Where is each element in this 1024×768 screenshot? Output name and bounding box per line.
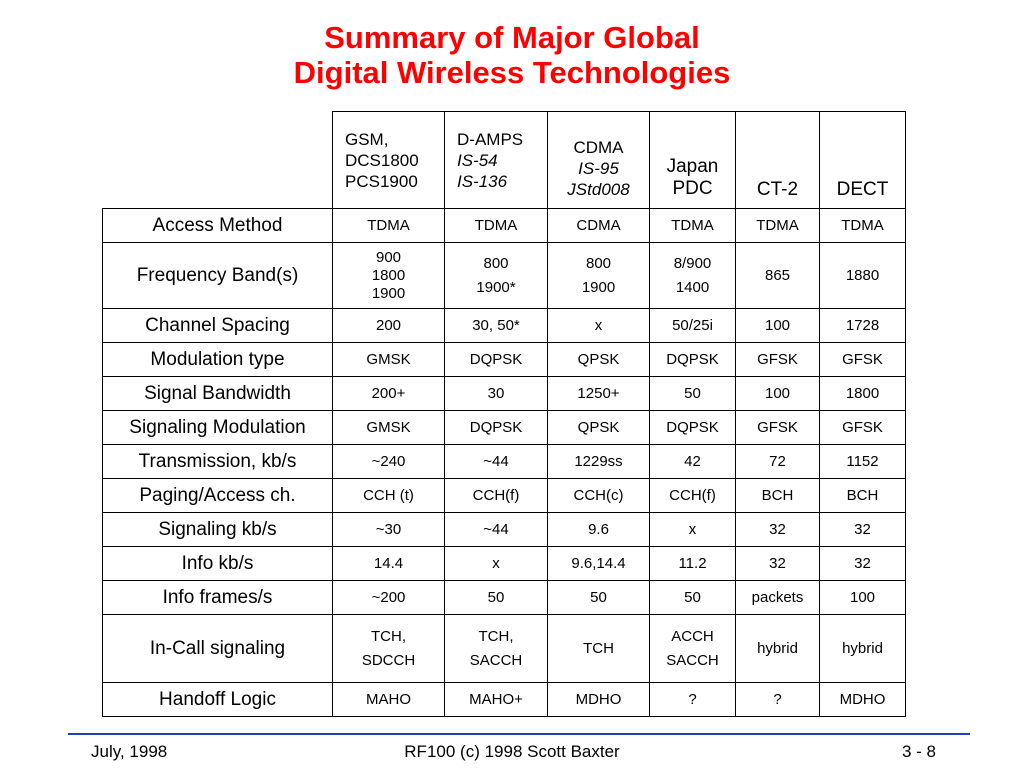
cell-line: 9.6,14.4 <box>571 554 626 572</box>
cell-line: DQPSK <box>666 418 719 436</box>
cell-line: SDCCH <box>361 651 416 669</box>
row-label: Transmission, kb/s <box>103 445 333 479</box>
cell-line: ~240 <box>371 452 406 470</box>
row-label: Signaling Modulation <box>103 411 333 445</box>
table-cell <box>548 683 650 717</box>
table-cell <box>736 445 820 479</box>
table-row <box>103 479 906 513</box>
cell-line: 72 <box>769 452 786 470</box>
cell-line: GMSK <box>366 418 411 436</box>
cell-line: TCH <box>583 639 614 657</box>
table-cell <box>736 377 820 411</box>
cell-line: 100 <box>849 588 876 606</box>
row-label: Handoff Logic <box>103 683 333 717</box>
table-cell <box>736 209 820 243</box>
table-cell <box>820 513 906 547</box>
table-row <box>103 243 906 309</box>
row-label: In-Call signaling <box>103 615 333 683</box>
footer-course: RF100 (c) 1998 Scott Baxter <box>404 742 620 761</box>
table-cell <box>650 309 736 343</box>
table-cell <box>650 479 736 513</box>
slide-title-line-1: Summary of Major Global <box>324 20 700 55</box>
cell-line: 800 <box>483 254 509 272</box>
table-cell <box>333 547 445 581</box>
table-cell <box>820 445 906 479</box>
table-cell <box>445 243 548 309</box>
table-cell <box>333 445 445 479</box>
cell-line: MDHO <box>575 690 622 708</box>
cell-line: CCH(c) <box>573 486 624 504</box>
column-header-dect: DECT <box>820 112 906 209</box>
table-row <box>103 343 906 377</box>
table-cell <box>736 479 820 513</box>
cell-line: 1800 <box>371 266 406 284</box>
table-cell <box>820 209 906 243</box>
cell-line: 50 <box>684 588 701 606</box>
row-label: Modulation type <box>103 343 333 377</box>
column-header-ct2: CT-2 <box>736 112 820 209</box>
cell-line: DQPSK <box>469 350 523 368</box>
cell-line: MDHO <box>839 690 886 708</box>
cell-line: 30 <box>487 384 505 402</box>
table-cell <box>650 581 736 615</box>
table-cell <box>650 209 736 243</box>
footer-page-number: 3 - 8 <box>901 742 936 761</box>
table-cell <box>650 445 736 479</box>
table-row <box>103 547 906 581</box>
table-cell <box>820 309 906 343</box>
cell-line: CDMA <box>576 216 621 234</box>
cell-line: ? <box>688 690 697 708</box>
table-row <box>103 615 906 683</box>
table-cell <box>820 243 906 309</box>
table-row <box>103 377 906 411</box>
table-cell <box>650 343 736 377</box>
footer-date: July, 1998 <box>91 742 168 761</box>
cell-line: SACCH <box>469 651 523 669</box>
table-row <box>103 513 906 547</box>
table-cell <box>333 411 445 445</box>
cell-line: 9.6 <box>588 520 609 538</box>
table-cell <box>820 343 906 377</box>
cell-line: 200+ <box>371 384 406 402</box>
cell-line: 1900* <box>476 278 516 296</box>
cell-line: 1152 <box>846 452 879 470</box>
cell-line: 1728 <box>845 316 880 334</box>
cell-line: GFSK <box>842 418 883 436</box>
table-cell <box>736 243 820 309</box>
table-cell <box>445 309 548 343</box>
cell-line: ? <box>773 690 782 708</box>
table-cell <box>650 615 736 683</box>
table-cell <box>333 243 445 309</box>
cell-line: BCH <box>761 486 794 504</box>
row-label: Frequency Band(s) <box>103 243 333 309</box>
table-cell <box>445 479 548 513</box>
cell-line: x <box>688 520 697 538</box>
row-label: Info kb/s <box>103 547 333 581</box>
cell-line: 1900 <box>581 278 616 296</box>
cell-line: MAHO <box>366 690 411 708</box>
table-cell <box>548 615 650 683</box>
table-cell <box>820 581 906 615</box>
table-cell <box>445 581 548 615</box>
table-cell <box>333 615 445 683</box>
table-cell <box>333 209 445 243</box>
column-header-damps: D-AMPS IS-54 IS-136 <box>445 112 548 209</box>
cell-line: 11.2 <box>678 554 707 572</box>
cell-line: 900 <box>375 248 402 266</box>
table-cell <box>820 547 906 581</box>
cell-line: GMSK <box>366 350 411 368</box>
cell-line: TDMA <box>367 216 410 234</box>
table-cell <box>445 683 548 717</box>
table-cell <box>548 243 650 309</box>
table-cell <box>445 377 548 411</box>
cell-line: TCH, <box>371 627 406 645</box>
cell-line: 50 <box>590 588 607 606</box>
cell-line: 32 <box>769 554 786 572</box>
row-label: Paging/Access ch. <box>103 479 333 513</box>
table-cell <box>548 513 650 547</box>
cell-line: QPSK <box>577 418 620 436</box>
cell-line: 200 <box>375 316 402 334</box>
table-cell <box>820 411 906 445</box>
table-cell <box>736 513 820 547</box>
row-label: Signal Bandwidth <box>103 377 333 411</box>
table-cell <box>333 343 445 377</box>
cell-line: TDMA <box>474 216 518 234</box>
cell-line: SACCH <box>666 651 719 669</box>
table-cell <box>548 547 650 581</box>
footer-divider <box>68 733 970 735</box>
header-corner <box>103 112 333 209</box>
table-cell <box>333 377 445 411</box>
table-cell <box>445 445 548 479</box>
table-cell <box>548 479 650 513</box>
cell-line: 50/25i <box>672 316 713 334</box>
row-label: Info frames/s <box>103 581 333 615</box>
table-cell <box>548 343 650 377</box>
table-row <box>103 209 906 243</box>
table-cell <box>650 547 736 581</box>
table-cell <box>736 309 820 343</box>
table-row <box>103 445 906 479</box>
table-cell <box>445 615 548 683</box>
table-cell <box>445 343 548 377</box>
table-cell <box>650 411 736 445</box>
table-cell <box>445 547 548 581</box>
table-cell <box>445 209 548 243</box>
table-cell <box>820 479 906 513</box>
cell-line: TCH, <box>478 627 514 645</box>
cell-line: GFSK <box>757 350 798 368</box>
cell-line: MAHO+ <box>469 690 523 708</box>
cell-line: ACCH <box>671 627 714 645</box>
cell-line: 50 <box>684 384 701 402</box>
cell-line: x <box>594 316 603 334</box>
cell-line: CCH(f) <box>669 486 716 504</box>
cell-line: 30, 50* <box>472 316 520 334</box>
cell-line: GFSK <box>842 350 883 368</box>
table-cell <box>736 581 820 615</box>
table-cell <box>548 377 650 411</box>
cell-line: ~200 <box>371 588 406 606</box>
slide-title <box>0 20 1024 90</box>
table-cell <box>736 343 820 377</box>
cell-line: 865 <box>764 266 791 284</box>
table-cell <box>650 513 736 547</box>
cell-line: 100 <box>764 384 791 402</box>
table-cell <box>445 513 548 547</box>
cell-line: hybrid <box>757 639 798 657</box>
table-row <box>103 411 906 445</box>
table-cell <box>445 411 548 445</box>
cell-line: CCH(f) <box>472 486 520 504</box>
cell-line: 8/900 <box>673 254 712 272</box>
cell-line: TDMA <box>671 216 714 234</box>
cell-line: 50 <box>487 588 505 606</box>
cell-line: 1800 <box>845 384 880 402</box>
table-cell <box>820 377 906 411</box>
cell-line: x <box>492 554 500 572</box>
table-cell <box>333 581 445 615</box>
table-cell <box>650 243 736 309</box>
cell-line: 1229ss <box>574 452 623 470</box>
table-cell <box>820 683 906 717</box>
table-row <box>103 309 906 343</box>
table-cell <box>548 309 650 343</box>
cell-line: packets <box>751 588 804 606</box>
cell-line: 1250+ <box>577 384 620 402</box>
cell-line: 100 <box>764 316 791 334</box>
slide-title-line-2: Digital Wireless Technologies <box>293 55 731 90</box>
cell-line: GFSK <box>757 418 798 436</box>
row-label: Signaling kb/s <box>103 513 333 547</box>
column-header-cdma: CDMA IS-95 JStd008 <box>548 112 650 209</box>
cell-line: TDMA <box>841 216 884 234</box>
table-cell <box>548 411 650 445</box>
table-cell <box>333 683 445 717</box>
table-cell <box>736 411 820 445</box>
cell-line: DQPSK <box>469 418 523 436</box>
table-cell <box>548 581 650 615</box>
cell-line: 32 <box>769 520 786 538</box>
table-cell <box>548 445 650 479</box>
cell-line: DQPSK <box>666 350 719 368</box>
table-cell <box>333 309 445 343</box>
cell-line: hybrid <box>842 639 883 657</box>
cell-line: 42 <box>684 452 701 470</box>
row-label: Channel Spacing <box>103 309 333 343</box>
table-cell <box>736 547 820 581</box>
table-cell <box>333 479 445 513</box>
cell-line: 32 <box>854 520 871 538</box>
column-header-gsm: GSM, DCS1800 PCS1900 <box>333 112 445 209</box>
table-cell <box>820 615 906 683</box>
table-body <box>103 209 906 717</box>
cell-line: 1900 <box>371 284 406 302</box>
cell-line: CCH (t) <box>363 486 414 504</box>
cell-line: ~30 <box>375 520 402 538</box>
cell-line: BCH <box>846 486 879 504</box>
cell-line: 32 <box>854 554 871 572</box>
cell-line: 800 <box>585 254 612 272</box>
table-row <box>103 581 906 615</box>
table-cell <box>736 683 820 717</box>
table-cell <box>333 513 445 547</box>
table-cell <box>736 615 820 683</box>
cell-line: ~44 <box>483 452 509 470</box>
cell-line: 1880 <box>845 266 880 284</box>
cell-line: QPSK <box>577 350 620 368</box>
row-label: Access Method <box>103 209 333 243</box>
cell-line: 1400 <box>675 278 710 296</box>
technology-comparison-table <box>102 111 906 717</box>
table-cell <box>650 377 736 411</box>
cell-line: ~44 <box>483 520 509 538</box>
column-header-japan-pdc: Japan PDC <box>650 112 736 209</box>
table-row <box>103 683 906 717</box>
table-cell <box>650 683 736 717</box>
cell-line: TDMA <box>756 216 799 234</box>
header-row <box>103 112 906 209</box>
table-cell <box>548 209 650 243</box>
cell-line: 14.4 <box>373 554 404 572</box>
